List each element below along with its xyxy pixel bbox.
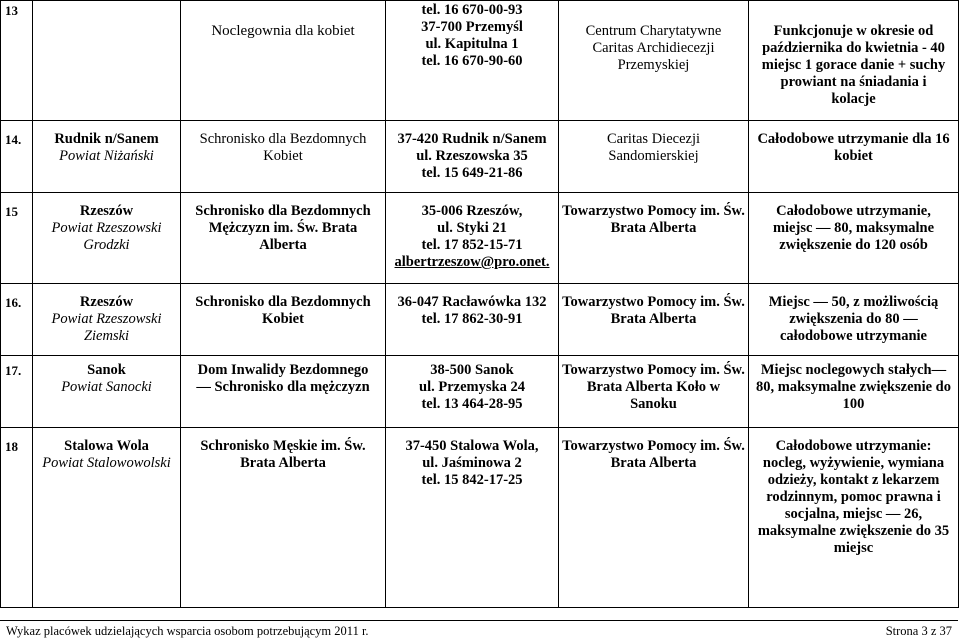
city-name: Rudnik n/Sanem [54,131,159,147]
facility-description: Całodobowe utrzymanie, miejsc — 80, maksymalne zwiększenie do 120 osób [749,193,959,284]
address-line: tel. 13 464-28-95 [421,396,523,412]
facility-address [386,284,559,356]
address-line: ul. Styki 21 [437,220,507,236]
facility-description: Całodobowe utrzymanie dla 16 kobiet [749,121,959,193]
city-name: Rzeszów [79,203,134,219]
address-line: 36-047 Racławówka 132 [397,294,547,310]
row-number: 17. [1,356,33,428]
address-line: ul. Jaśminowa 2 [422,455,522,471]
table-row [1,356,959,428]
row-location [33,284,181,356]
county-name: Powiat Niżański [59,148,154,164]
table-row [1,428,959,608]
row-location [33,356,181,428]
page-number: Strona 3 z 37 [885,624,952,638]
address-line: ul. Przemyska 24 [419,379,525,395]
facility-address [386,1,559,121]
table-row [1,193,959,284]
row-location [33,1,181,121]
address-line: tel. 17 862-30-91 [421,311,523,327]
facility-name: Schronisko Męskie im. Św. Brata Alberta [181,428,386,608]
address-line: 37-420 Rudnik n/Sanem [397,131,547,147]
address-line: ul. Rzeszowska 35 [416,148,528,164]
facility-name: Schronisko dla Bezdomnych Kobiet [181,121,386,193]
page-footer [0,620,958,641]
facility-description: Funkcjonuje w okresie od października do kwietnia - 40 miejsc 1 gorace danie + suchy prowiant na śniadania i kolacje [749,1,959,121]
facility-operator: Caritas Diecezji Sandomierskiej [559,121,749,193]
facility-operator: Centrum Charytatywne Caritas Archidiecezji Przemyskiej [559,1,749,121]
email-link[interactable]: albertrzeszow@pro.onet. [394,254,550,270]
row-number: 18 [1,428,33,608]
city-name: Sanok [87,362,126,378]
facility-address [386,193,559,284]
address-line: 37-450 Stalowa Wola, [405,438,539,454]
facility-description: Całodobowe utrzymanie: nocleg, wyżywienie, wymiana odzieży, kontakt z lekarzem rodzinnym, pomoc prawna i socjalna, miejsc — 26, maksymalne zwiększenie do 35 miejsc [749,428,959,608]
county-name: Powiat Stalowowolski [42,455,171,471]
facility-operator: Towarzystwo Pomocy im. Św. Brata Alberta [559,428,749,608]
table-row [1,121,959,193]
city-name: Stalowa Wola [64,438,149,454]
table-row [1,284,959,356]
table-row [1,1,959,121]
facility-name: Noclegownia dla kobiet [181,1,386,121]
address-line: tel. 15 649-21-86 [421,165,523,181]
footer-title: Wykaz placówek udzielających wsparcia osobom potrzebującym 2011 r. [6,624,369,638]
address-line: 37-700 Przemyśl [421,19,523,35]
county-name: Powiat Sanocki [61,379,152,395]
row-number: 14. [1,121,33,193]
row-location [33,428,181,608]
facility-name: Dom Inwalidy Bezdomnego — Schronisko dla mężczyzn [181,356,386,428]
row-number: 15 [1,193,33,284]
facility-description: Miejsc — 50, z możliwością zwiększenia do 80 — całodobowe utrzymanie [749,284,959,356]
facility-operator: Towarzystwo Pomocy im. Św. Brata Alberta [559,193,749,284]
address-line: 38-500 Sanok [430,362,514,378]
facility-address [386,121,559,193]
address-line: tel. 17 852-15-71 [421,237,523,253]
facility-operator: Towarzystwo Pomocy im. Św. Brata Alberta Koło w Sanoku [559,356,749,428]
address-line: tel. 16 670-90-60 [421,53,523,69]
row-location [33,121,181,193]
facility-description: Miejsc noclegowych stałych— 80, maksymalne zwiększenie do 100 [749,356,959,428]
row-number: 13 [1,1,33,121]
address-line: tel. 16 670-00-93 [421,2,523,18]
row-number: 16. [1,284,33,356]
address-line: ul. Kapitulna 1 [425,36,519,52]
facility-name: Schronisko dla Bezdomnych Kobiet [181,284,386,356]
county-name: Powiat Rzeszowski Grodzki [51,220,162,253]
city-name: Rzeszów [79,294,134,310]
address-line: 35-006 Rzeszów, [421,203,523,219]
address-line: tel. 15 842-17-25 [421,472,523,488]
facility-address [386,428,559,608]
facility-operator: Towarzystwo Pomocy im. Św. Brata Alberta [559,284,749,356]
facility-address [386,356,559,428]
facility-name: Schronisko dla Bezdomnych Mężczyzn im. Św. Brata Alberta [181,193,386,284]
row-location [33,193,181,284]
county-name: Powiat Rzeszowski Ziemski [51,311,162,344]
